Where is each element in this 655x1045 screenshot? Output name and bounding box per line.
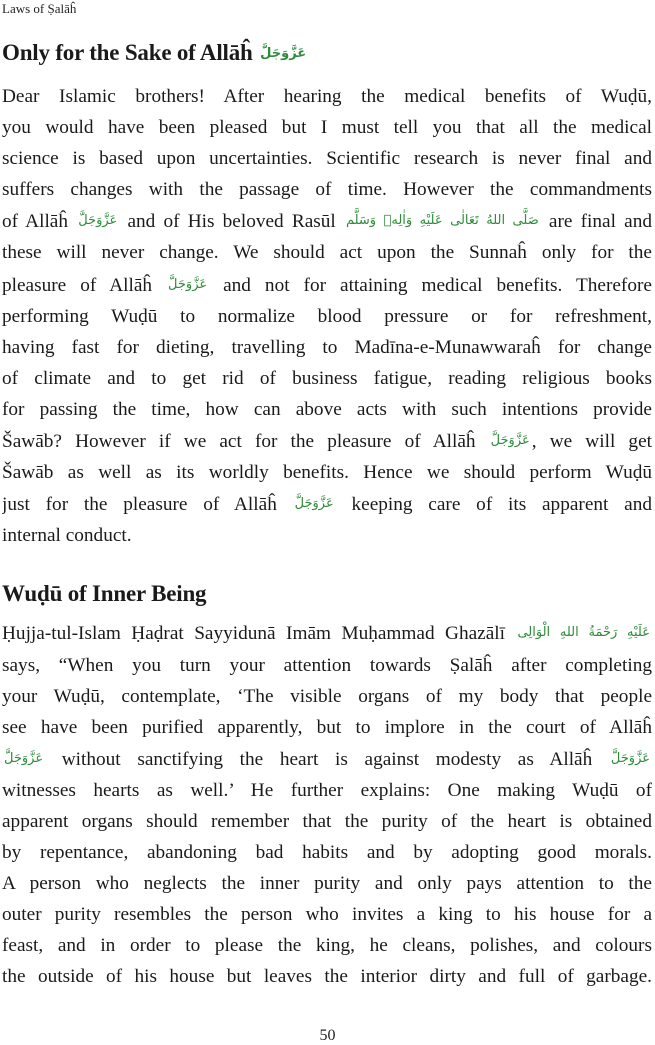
text-line: عَزَّوَجَلَّ without sanctifying the heart is against modesty as Allāĥ عَزَّوَجَلَّ (4, 748, 651, 770)
text-line: witnesses hearts as well.’ He further explains: One making Wuḍū of (2, 779, 652, 801)
running-header: Laws of Ṣalāĥ (2, 1, 77, 16)
text-line: outer purity resembles the person who invites a king to his house for a (2, 904, 652, 926)
honorific-glyph: عَزَّوَجَلَّ (4, 750, 44, 766)
text-line: see have been purified apparently, but to implore in the court of Allāĥ (2, 716, 652, 738)
text-line: Šawāb as well as its worldly benefits. Hence we should perform Wuḍū (2, 462, 652, 484)
honorific-glyph: عَلَيْهِ رَحْمَةُ اللهِ الْوَالِى (517, 625, 650, 641)
honorific-glyph: عَزَّوَجَلَّ (78, 213, 118, 229)
text-line: of climate and to get rid of business fatigue, reading religious books (2, 367, 652, 389)
text-line: pleasure of Allāĥ عَزَّوَجَلَّ and not for attaining medical benefits. Therefore (2, 274, 652, 296)
text-line: for passing the time, how can above acts with such intentions provide (2, 398, 652, 420)
paragraph (2, 81, 652, 551)
honorific-glyph: صَلَّى اللهُ تَعَالٰى عَلَيْهِ وَاٰلِهٖ وَسَلَّم (345, 213, 539, 229)
honorific-glyph: عَزَّوَجَلَّ (260, 46, 307, 61)
text-line: A person who neglects the inner purity and only pays attention to the (2, 873, 652, 895)
honorific-glyph: عَزَّوَجَلَّ (610, 750, 651, 766)
text-line: science is based upon uncertainties. Scientific research is never final and (2, 148, 652, 170)
page-content (2, 38, 652, 993)
text-line: feast, and in order to please the king, he cleans, polishes, and colours (2, 935, 652, 957)
text-line: says, “When you turn your attention towards Ṣalāĥ after completing (2, 654, 652, 676)
text-line: of Allāĥ عَزَّوَجَلَّ and of His beloved Rasūl صَلَّى اللهُ تَعَالٰى عَلَيْهِ وَاٰلِهٖ وَسَلَّم are final and (2, 211, 652, 233)
text-line: having fast for dieting, travelling to Madīna-e-Munawwaraĥ for change (2, 336, 652, 358)
section-heading: Wuḍū of Inner Being (2, 581, 207, 607)
text-line: Dear Islamic brothers! After hearing the medical benefits of Wuḍū, (2, 86, 652, 107)
text-line: these will never change. We should act upon the Sunnaĥ only for the (2, 242, 652, 264)
text-line: by repentance, abandoning bad habits and by adopting good morals. (2, 842, 652, 864)
section-heading: Only for the Sake of Allāĥ عَزَّوَجَلَّ (2, 40, 307, 65)
text-line: just for the pleasure of Allāĥ عَزَّوَجَلَّ keeping care of its apparent and (2, 494, 652, 516)
honorific-glyph: عَزَّوَجَلَّ (490, 433, 530, 449)
section-heading-block (2, 579, 652, 609)
text-line: you would have been pleased but I must tell you that all the medical (2, 117, 652, 139)
section-heading-block (2, 38, 652, 69)
text-line: performing Wuḍū to normalize blood pressure or for refreshment, (2, 305, 652, 327)
honorific-glyph: عَزَّوَجَلَّ (294, 496, 334, 512)
text-line: your Wuḍū, contemplate, ‘The visible organs of my body that people (2, 685, 652, 707)
text-line: the outside of his house but leaves the interior dirty and full of garbage. (2, 966, 652, 988)
page-number: 50 (319, 1027, 336, 1044)
text-line: apparent organs should remember that the purity of the heart is obtained (2, 810, 652, 832)
text-line: Šawāb? However if we act for the pleasure of Allāĥ عَزَّوَجَلَّ , we will get (2, 431, 652, 453)
honorific-glyph: عَزَّوَجَلَّ (168, 276, 208, 292)
text-line: Ḥujja-tul-Islam Ḥaḍrat Sayyidunā Imām Muḥammad Ghazālī عَلَيْهِ رَحْمَةُ اللهِ الْوَالِى (2, 623, 650, 645)
text-line: internal conduct. (2, 525, 132, 547)
paragraph (2, 617, 652, 992)
text-line: suffers changes with the passage of time. However the commandments (2, 179, 652, 201)
